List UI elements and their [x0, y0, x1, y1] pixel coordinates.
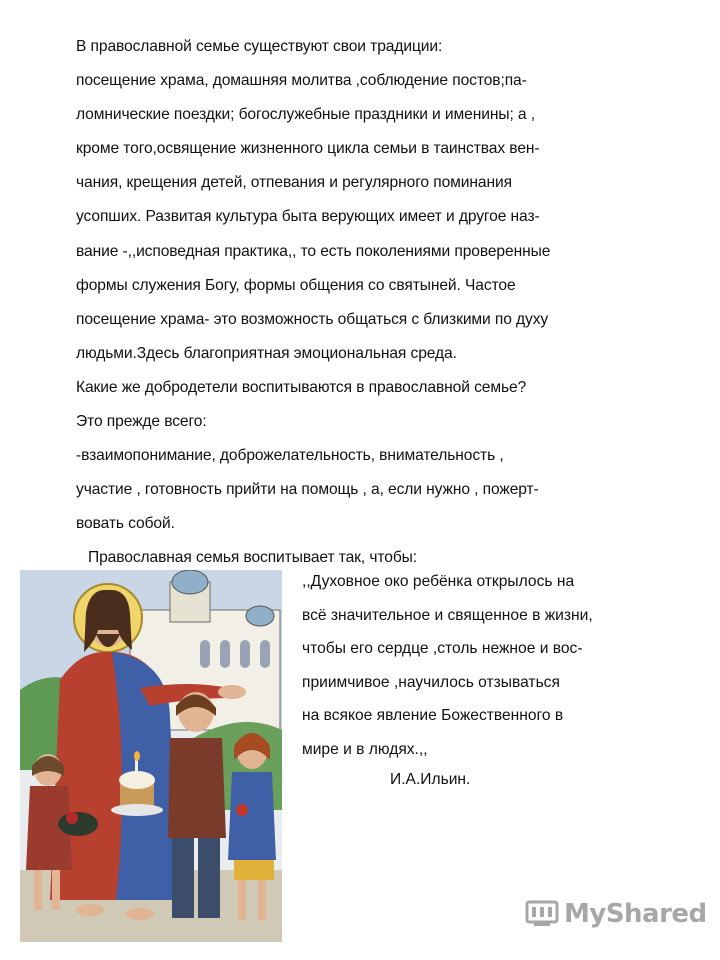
myshared-logo-icon: [524, 894, 560, 935]
quote-line: ,,Духовное око ребёнка открылось на: [302, 573, 575, 590]
body-text: [76, 30, 676, 576]
quote-line: чтобы его сердце ,столь нежное и вос-: [302, 640, 583, 658]
watermark-text: MyShared: [564, 899, 707, 929]
quote-line: всё значительное и священное в жизни,: [302, 606, 593, 624]
quote-line: на всякое явление Божественного в: [302, 707, 564, 725]
watermark: [524, 894, 707, 934]
body-line: ломнические поездки; богослужебные праздники и именины; а ,: [76, 106, 535, 124]
body-line: чания, крещения детей, отпевания и регулярного поминания: [76, 174, 512, 192]
body-line: вание -,,исповедная практика,, то есть поколениями проверенные: [76, 242, 551, 260]
body-line: кроме того,освящение жизненного цикла семьи в таинствах вен-: [76, 140, 540, 158]
body-line: Это прежде всего:: [76, 413, 207, 431]
body-line: усопших. Развитая культура быта верующих имеет и другое наз-: [76, 208, 540, 226]
body-line: вовать собой.: [76, 515, 175, 533]
quote-line: мире и в людях.,,: [302, 740, 428, 758]
body-line: В православной семье существуют свои традиции:: [76, 38, 443, 55]
body-line: посещение храма- это возможность общаться с близкими по духу: [76, 310, 549, 328]
body-line: посещение храма, домашняя молитва ,соблюдение постов;па-: [76, 72, 527, 90]
illustration-christ-with-children: [20, 570, 282, 942]
body-line: формы служения Богу, формы общения со святыней. Частое: [76, 276, 516, 294]
body-line: -взаимопонимание, доброжелательность, внимательность ,: [76, 447, 504, 465]
body-line: участие , готовность прийти на помощь , а, если нужно , пожерт-: [76, 481, 539, 499]
quote-line: приимчивое ,научилось отзываться: [302, 673, 560, 691]
body-line: Какие же добродетели воспитываются в православной семье?: [76, 378, 527, 396]
body-line: людьми.Здесь благоприятная эмоциональная среда.: [76, 344, 457, 362]
quote-text: [302, 565, 702, 767]
quote-author: И.А.Ильин.: [390, 771, 471, 788]
body-line-intro: Православная семья воспитывает так, чтобы:: [88, 549, 417, 567]
